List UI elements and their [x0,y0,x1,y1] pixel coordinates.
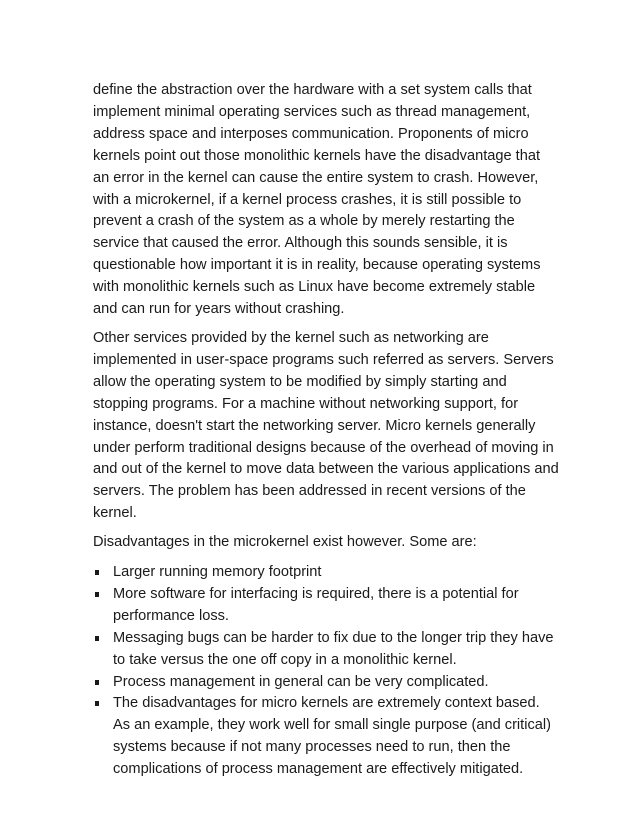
text-line: Larger running memory footprint [113,564,322,581]
document-body [93,80,559,781]
text-line: performance loss. [113,607,229,624]
square-bullet-icon [95,680,99,685]
list-item [93,693,551,781]
disadvantages-list [93,562,554,781]
text-line: with a microkernel, if a kernel process crashes, it is still possible to [93,191,522,208]
text-line: The disadvantages for micro kernels are extremely context based. [113,695,540,712]
text-line: an error in the kernel can cause the entire system to crash. However, [93,169,539,186]
text-line: More software for interfacing is required, there is a potential for [113,585,519,602]
text-line: service that caused the error. Although this sounds sensible, it is [93,235,508,252]
text-line: and can run for years without crashing. [93,301,345,318]
text-line: with monolithic kernels such as Linux have become extremely stable [93,279,536,296]
text-line: servers. The problem has been addressed in recent versions of the [93,483,526,500]
text-line: prevent a crash of the system as a whole by merely restarting the [93,213,515,230]
list-item [93,584,551,628]
square-bullet-icon [95,592,99,597]
text-line: As an example, they work well for small single purpose (and critical) [113,717,551,734]
text-line: define the abstraction over the hardware with a set system calls that [93,82,532,98]
list-item [93,562,551,584]
text-line: instance, doesn't start the networking server. Micro kernels generally [93,417,536,434]
square-bullet-icon [95,701,99,706]
text-line: stopping programs. For a machine without networking support, for [93,395,519,412]
text-line: Disadvantages in the microkernel exist however. Some are: [93,534,477,551]
text-line: Messaging bugs can be harder to fix due to the longer trip they have [113,629,554,646]
text-line: and out of the kernel to move data between the various applications and [93,461,559,478]
text-line: allow the operating system to be modified by simply starting and [93,373,507,390]
text-line: to take versus the one off copy in a monolithic kernel. [113,651,457,668]
text-line: implemented in user-space programs such referred as servers. Servers [93,351,554,368]
text-line: systems because if not many processes need to run, then the [113,739,511,756]
text-line: questionable how important it is in reality, because operating systems [93,257,541,274]
list-item [93,672,551,694]
text-line: kernel. [93,505,137,522]
text-line: implement minimal operating services such as thread management, [93,103,531,120]
text-line: kernels point out those monolithic kernels have the disadvantage that [93,147,541,164]
text-line: Process management in general can be very complicated. [113,673,489,690]
paragraph-disadvantages-intro [93,532,551,554]
list-item [93,628,554,672]
text-line: Other services provided by the kernel such as networking are [93,329,489,346]
text-line: complications of process management are effectively mitigated. [113,761,524,778]
text-line: under perform traditional designs because of the overhead of moving in [93,439,554,456]
text-line: address space and interposes communication. Proponents of micro [93,125,529,142]
paragraph-microkernel-stability [93,80,551,321]
square-bullet-icon [95,636,99,641]
square-bullet-icon [95,570,99,575]
paragraph-user-space-servers [93,328,559,525]
